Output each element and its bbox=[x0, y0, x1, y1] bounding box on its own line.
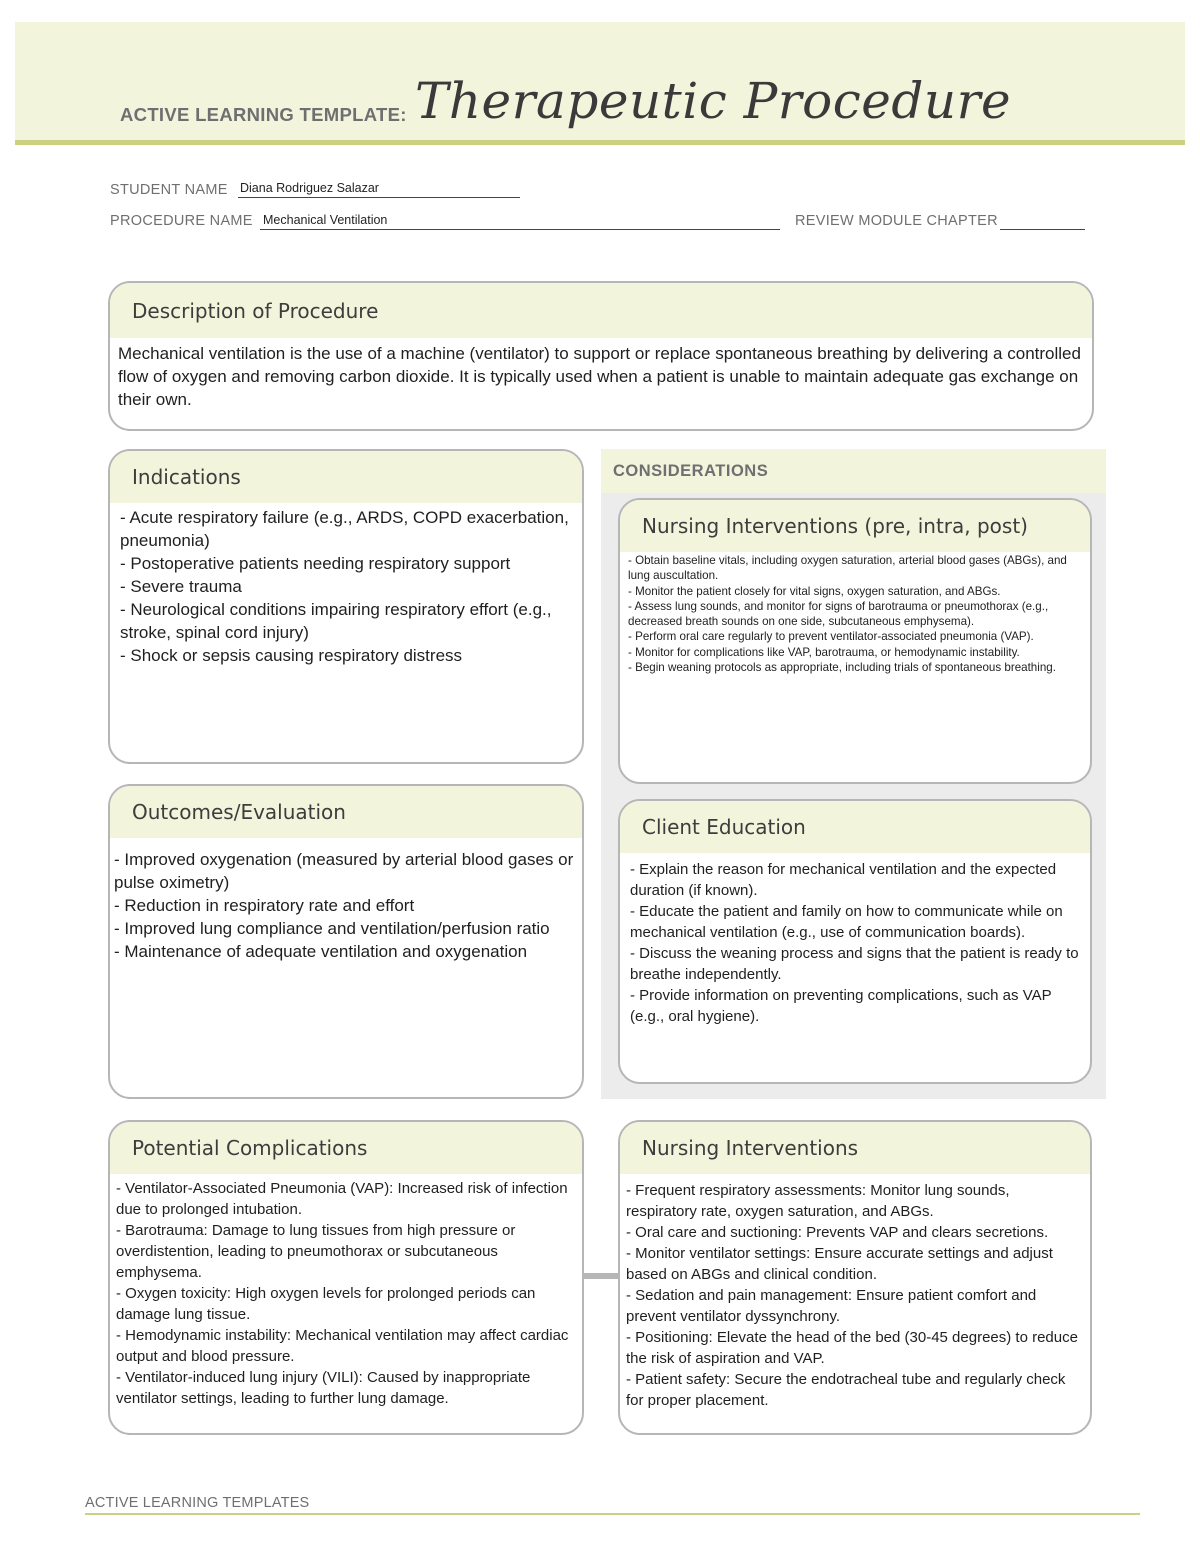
nursing-pre-intra-post-title: Nursing Interventions (pre, intra, post) bbox=[620, 500, 1090, 552]
considerations-heading: CONSIDERATIONS bbox=[601, 449, 1106, 493]
description-title: Description of Procedure bbox=[110, 283, 1092, 338]
outcomes-box bbox=[108, 784, 584, 1099]
description-text[interactable]: Mechanical ventilation is the use of a machine (ventilator) to support or replace spontaneous breathing by delivering a controlled flow of oxygen and removing carbon dioxide. It is typically used when a patient is unable to maintain adequate gas exchange on their own. bbox=[118, 344, 1081, 409]
procedure-name-value[interactable]: Mechanical Ventilation bbox=[263, 213, 388, 227]
complications-box bbox=[108, 1120, 584, 1435]
description-box bbox=[108, 281, 1094, 431]
procedure-name-line bbox=[260, 229, 780, 230]
indications-title: Indications bbox=[110, 451, 582, 503]
box-connector bbox=[583, 1273, 619, 1279]
nursing-pre-intra-post-text[interactable]: - Obtain baseline vitals, including oxygen saturation, arterial blood gases (ABGs), and lung auscultation. - Monitor the patient closely for vital signs, oxygen saturation, and ABGs. - Assess lung sounds, and monitor for signs of barotrauma or pneumothorax (e.g., decreased breath sounds on one side, subcutaneous emphysema). - Perform oral care regularly to prevent ventilator-associated pneumonia (VAP). - Monitor for complications like VAP, barotrauma, or hemodynamic instability. - Begin weaning protocols as appropriate, including trials of spontaneous breathing. bbox=[628, 554, 1067, 675]
review-module-line bbox=[1000, 229, 1085, 230]
student-name-line bbox=[238, 197, 520, 198]
page-title: Therapeutic Procedure bbox=[415, 72, 1012, 130]
nursing-pre-intra-post-box bbox=[618, 498, 1092, 784]
student-name-label: STUDENT NAME bbox=[110, 182, 228, 198]
outcomes-title: Outcomes/Evaluation bbox=[110, 786, 582, 838]
client-education-title: Client Education bbox=[620, 801, 1090, 853]
nursing-interventions-text[interactable]: - Frequent respiratory assessments: Monitor lung sounds, respiratory rate, oxygen saturation, and ABGs. - Oral care and suctioning: Prevents VAP and clears secretions. - Monitor ventilator settings: Ensure accurate settings and adjust based on ABGs and clinical condition. - Sedation and pain management: Ensure patient comfort and prevent ventilator dyssynchrony. - Positioning: Elevate the head of the bed (30-45 degrees) to reduce the risk of aspiration and VAP. - Patient safety: Secure the endotracheal tube and regularly check for proper placement. bbox=[626, 1182, 1078, 1409]
header-divider bbox=[15, 140, 1185, 145]
complications-text[interactable]: - Ventilator-Associated Pneumonia (VAP): Increased risk of infection due to prolonged intubation. - Barotrauma: Damage to lung tissues from high pressure or overdistention, leading to pneumothorax or subcutaneous emphysema. - Oxygen toxicity: High oxygen levels for prolonged periods can damage lung tissue. - Hemodynamic instability: Mechanical ventilation may affect cardiac output and blood pressure. - Ventilator-induced lung injury (VILI): Caused by inappropriate ventilator settings, leading to further lung damage. bbox=[116, 1180, 569, 1407]
nursing-interventions-title: Nursing Interventions bbox=[620, 1122, 1090, 1174]
indications-text[interactable]: - Acute respiratory failure (e.g., ARDS, COPD exacerbation, pneumonia) - Postoperative patients needing respiratory support - Severe trauma - Neurological conditions impairing respiratory effort (e.g., stroke, spinal cord injury) - Shock or sepsis causing respiratory distress bbox=[120, 508, 569, 665]
review-module-label: REVIEW MODULE CHAPTER bbox=[795, 213, 998, 229]
footer-label: ACTIVE LEARNING TEMPLATES bbox=[85, 1495, 310, 1511]
nursing-interventions-box bbox=[618, 1120, 1092, 1435]
outcomes-text[interactable]: - Improved oxygenation (measured by arterial blood gases or pulse oximetry) - Reduction in respiratory rate and effort - Improved lung compliance and ventilation/perfusion ratio - Maintenance of adequate ventilation and oxygenation bbox=[114, 850, 574, 961]
indications-box bbox=[108, 449, 584, 764]
procedure-name-label: PROCEDURE NAME bbox=[110, 213, 253, 229]
client-education-box bbox=[618, 799, 1092, 1084]
complications-title: Potential Complications bbox=[110, 1122, 582, 1174]
client-education-text[interactable]: - Explain the reason for mechanical ventilation and the expected duration (if known). - Educate the patient and family on how to communicate while on mechanical ventilation (e.g., use of communication boards). - Discuss the weaning process and signs that the patient is ready to breathe independently. - Provide information on preventing complications, such as VAP (e.g., oral hygiene). bbox=[630, 861, 1079, 1025]
student-name-value[interactable]: Diana Rodriguez Salazar bbox=[240, 181, 379, 195]
footer-divider bbox=[85, 1513, 1140, 1515]
template-label: ACTIVE LEARNING TEMPLATE: bbox=[120, 104, 407, 125]
